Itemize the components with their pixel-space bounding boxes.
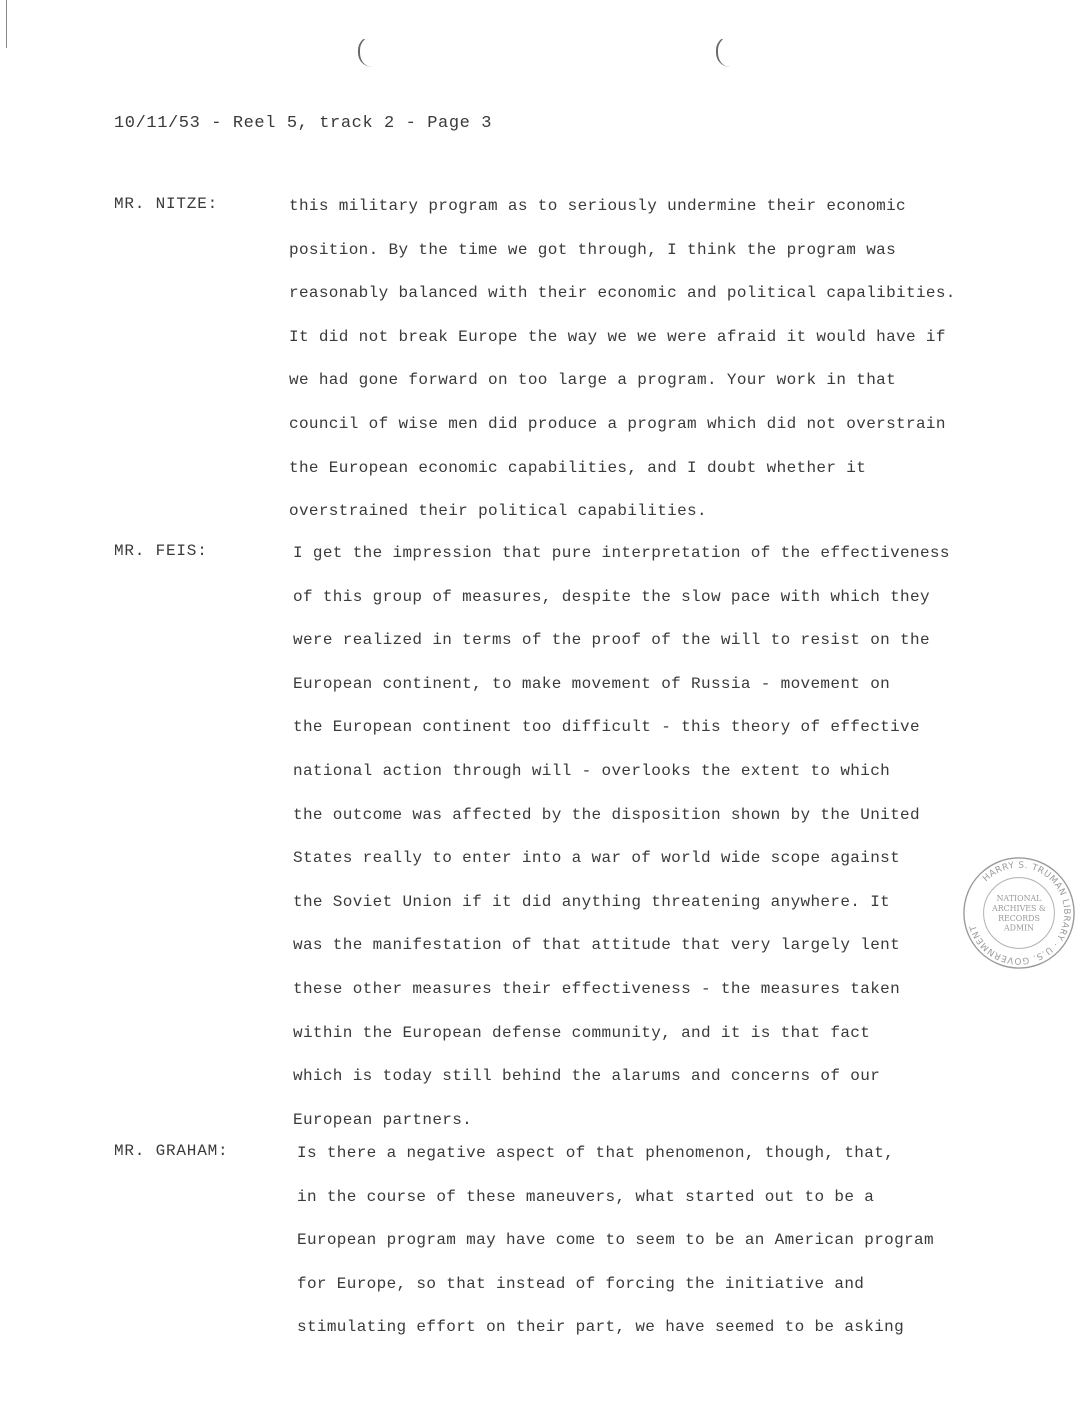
speech-line: overstrained their political capabilities. (289, 502, 707, 521)
speech-line: these other measures their effectiveness - the measures taken (293, 979, 901, 998)
stamp-center-line: ARCHIVES & (992, 904, 1046, 914)
speech-line: of this group of measures, despite the slow pace with which they (293, 587, 930, 606)
speech-line: in the course of these maneuvers, what started out to be a (297, 1187, 875, 1206)
page-header: 10/11/53 - Reel 5, track 2 - Page 3 (114, 114, 493, 133)
stamp-center-line: NATIONAL (996, 894, 1042, 904)
speech-line: States really to enter into a war of world wide scope against (293, 849, 901, 868)
stamp-center-line: ADMIN (1003, 923, 1035, 933)
speech-line: within the European defense community, and it is that fact (293, 1023, 871, 1042)
speech-line: for Europe, so that instead of forcing the initiative and (297, 1274, 865, 1293)
speech-lines (289, 195, 956, 544)
archive-stamp (960, 854, 1078, 972)
speech-line: European continent, to make movement of Russia - movement on (293, 674, 891, 693)
speech-line: I get the impression that pure interpretation of the effectiveness (293, 544, 950, 562)
speech-line: the outcome was affected by the disposition shown by the United (293, 805, 920, 824)
speech-line: was the manifestation of that attitude that very largely lent (293, 936, 901, 955)
speech-line: European partners. (293, 1110, 473, 1129)
speech-line: national action through will - overlooks the extent to which (293, 761, 891, 780)
speech-line: were realized in terms of the proof of the will to resist on the (293, 631, 930, 650)
punch-hole-right (716, 36, 732, 67)
speaker-label: MR. NITZE: (114, 195, 219, 213)
page-edge-mark (6, 0, 7, 48)
speech-line: European program may have come to seem to be an American program (297, 1231, 934, 1250)
speaker-label: MR. FEIS: (114, 542, 208, 560)
speech-line: It did not break Europe the way we we were afraid it would have if (289, 327, 946, 346)
speech-line: council of wise men did produce a program which did not overstrain (289, 414, 946, 433)
speech-line: the European continent too difficult - this theory of effective (293, 718, 920, 737)
punch-hole-left (358, 36, 374, 67)
speech-line: this military program as to seriously undermine their economic (289, 197, 906, 215)
speaker-label: MR. GRAHAM: (114, 1142, 229, 1160)
speech-lines (297, 1142, 934, 1360)
speech-line: stimulating effort on their part, we have seemed to be asking (297, 1318, 905, 1337)
speech-line: Is there a negative aspect of that phenomenon, though, that, (297, 1144, 895, 1162)
speech-lines (293, 542, 950, 1152)
speech-line: the Soviet Union if it did anything threatening anywhere. It (293, 892, 891, 911)
speech-line: reasonably balanced with their economic and political capalibities. (289, 284, 956, 303)
stamp-ring-text: HARRY S. TRUMAN LIBRARY · U.S. GOVERNMENT (968, 860, 1072, 966)
speech-line: the European economic capabilities, and I doubt whether it (289, 458, 867, 477)
speech-line: we had gone forward on too large a program. Your work in that (289, 371, 897, 390)
stamp-center-line: RECORDS (998, 913, 1040, 923)
speech-line: which is today still behind the alarums and concerns of our (293, 1067, 881, 1086)
speech-line: position. By the time we got through, I think the program was (289, 240, 897, 259)
